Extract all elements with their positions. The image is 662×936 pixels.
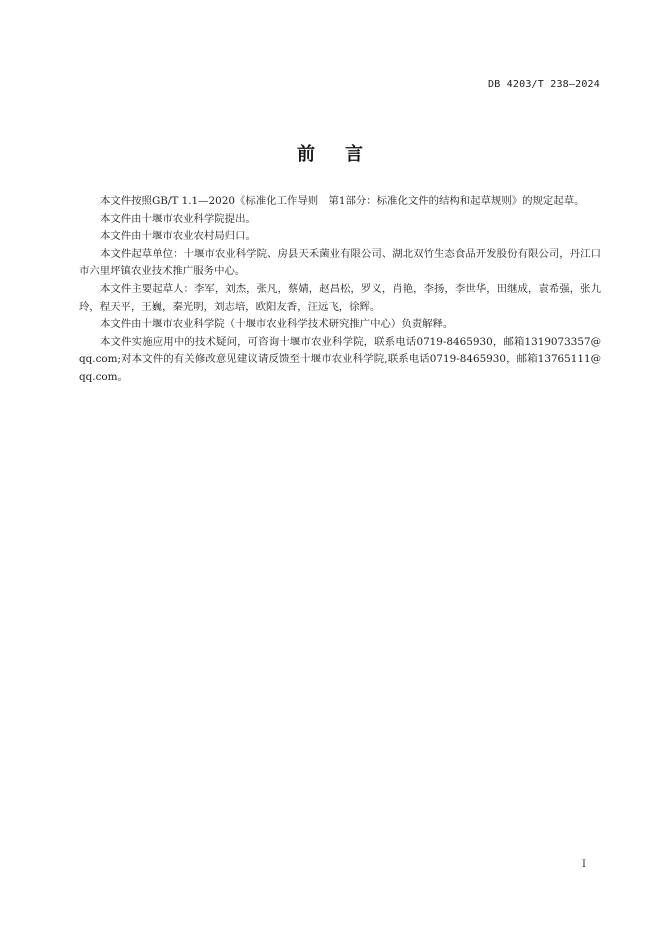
- paragraph-interpretation: 本文件由十堰市农业科学院（十堰市农业科学技术研究推广中心）负责解释。: [100, 318, 454, 331]
- document-code: DB 4203/T 238—2024: [488, 79, 600, 90]
- paragraph-drafting-units: 本文件起草单位：十堰市农业科学院、房县天禾菌业有限公司、湖北双竹生态食品开发股份有限公司，丹江口市六里坪镇农业技术推广服务中心。: [79, 247, 601, 278]
- title-right-char: 言: [345, 144, 365, 165]
- paragraph-administrator: 本文件由十堰市农业农村局归口。: [100, 230, 256, 243]
- paragraph-drafting-rules: 本文件按照GB/T 1.1—2020《标准化工作导则 第1部分：标准化文件的结构和起草规则》的规定起草。: [100, 195, 585, 207]
- foreword-body: [79, 193, 601, 387]
- page-number: I: [582, 859, 586, 870]
- paragraph-drafters: 本文件主要起草人：李军，刘杰，张凡，蔡婧，赵昌松，罗义，肖艳，李扬，李世华，田继成，袁希强，张九玲，程天平，王巍，秦光明，刘志培，欧阳友香，汪远飞，徐辉。: [79, 282, 601, 313]
- title-left-char: 前: [297, 144, 317, 165]
- paragraph-proposer: 本文件由十堰市农业科学院提出。: [100, 212, 256, 225]
- paragraph-contact: 本文件实施应用中的技术疑问，可咨询十堰市农业科学院，联系电话0719-8465930，邮箱1319073357@qq.com;对本文件的有关修改意见建议请反馈至十堰市农业科学院,联系电话0719-8465930，邮箱13765111@qq.com。: [79, 335, 601, 383]
- page-title: [0, 140, 662, 166]
